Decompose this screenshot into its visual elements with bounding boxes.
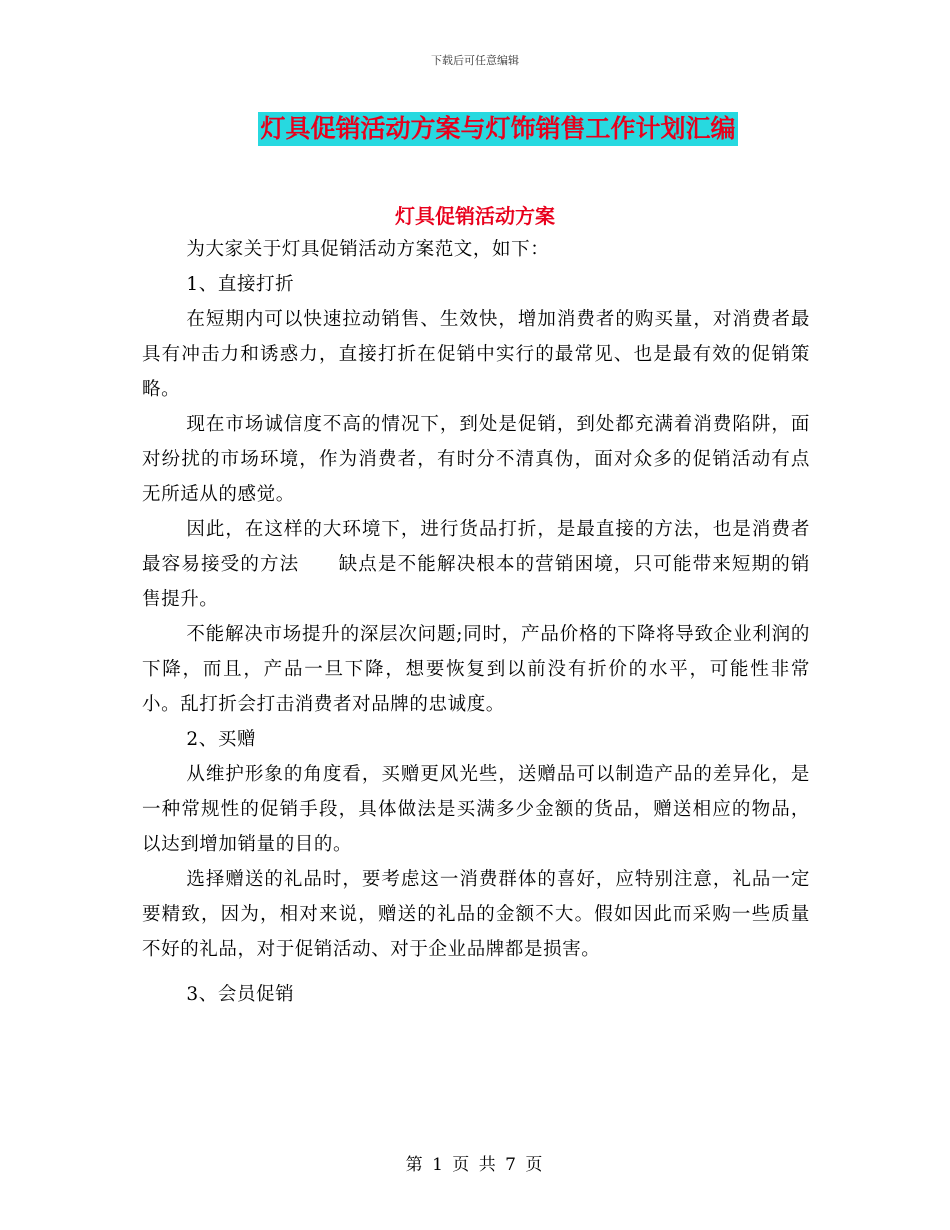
document-body (142, 232, 810, 1012)
item-heading-gift: 2、买赠 (186, 729, 257, 750)
header-note: 下载后可任意编辑 (431, 54, 519, 67)
body-paragraph: 从维护形象的角度看，买赠更风光些，送赠品可以制造产品的差异化，是一种常规性的促销手段，具体做法是买满多少金额的货品，赠送相应的物品，以达到增加销量的目的。 (142, 764, 810, 855)
document-title-wrap (0, 112, 950, 146)
document-title: 灯具促销活动方案与灯饰销售工作计划汇编 (258, 112, 737, 146)
body-paragraph: 在短期内可以快速拉动销售、生效快，增加消费者的购买量，对消费者最具有冲击力和诱惑力，直接打折在促销中实行的最常见、也是最有效的促销策略。 (142, 309, 810, 400)
item-heading-discount: 1、直接打折 (186, 274, 295, 295)
intro-paragraph: 为大家关于灯具促销活动方案范文，如下： (186, 239, 550, 260)
body-paragraph: 不能解决市场提升的深层次问题;同时，产品价格的下降将导致企业利润的下降，而且，产品一旦下降，想要恢复到以前没有折价的水平，可能性非常小。乱打折会打击消费者对品牌的忠诚度。 (142, 624, 810, 715)
page-footer: 第 1 页 共 7 页 (405, 1155, 545, 1175)
body-paragraph: 现在市场诚信度不高的情况下，到处是促销，到处都充满着消费陷阱，面对纷扰的市场环境，作为消费者，有时分不清真伪，面对众多的促销活动有点无所适从的感觉。 (142, 414, 810, 505)
body-paragraph: 因此，在这样的大环境下，进行货品打折，是最直接的方法，也是消费者最容易接受的方法 缺点是不能解决根本的营销困境，只可能带来短期的销售提升。 (142, 519, 810, 610)
body-paragraph: 选择赠送的礼品时，要考虑这一消费群体的喜好，应特别注意，礼品一定要精致，因为，相对来说，赠送的礼品的金额不大。假如因此而采购一些质量不好的礼品，对于促销活动、对于企业品牌都是损害。 (142, 869, 810, 960)
item-heading-member: 3、会员促销 (186, 984, 295, 1005)
section-title: 灯具促销活动方案 (395, 204, 555, 228)
